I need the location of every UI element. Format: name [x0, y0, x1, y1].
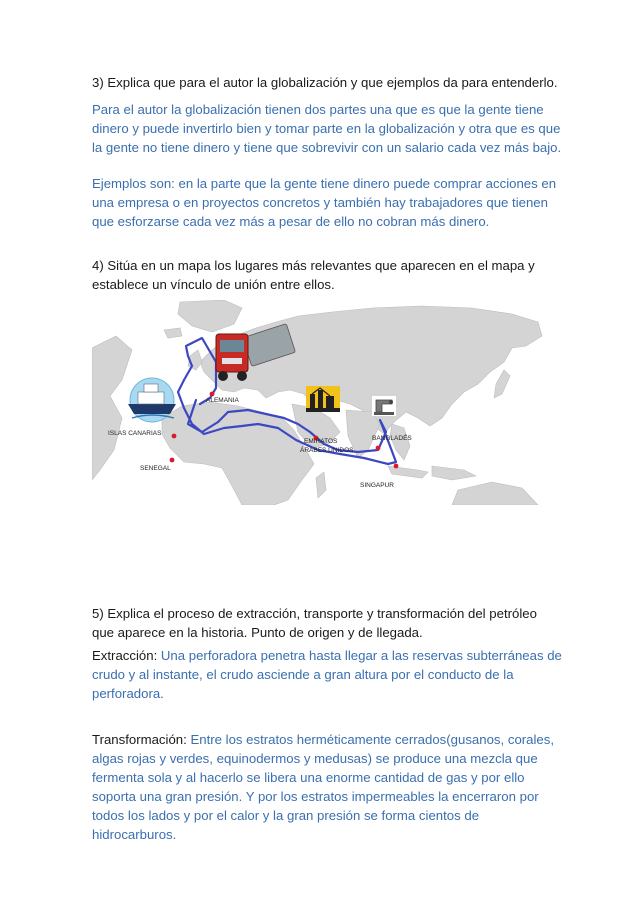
q3-answer-2: Ejemplos son: en la parte que la gente tiene dinero puede comprar acciones en una empresa o en proyectos concretos y también hay trabajadores que tienen que esforzarse cada vez más a pesar de ello no cobran más dinero. [92, 176, 557, 229]
transformacion-text: Entre los estratos herméticamente cerrados(gusanos, corales, algas rojas y verdes, equinodermos y medusas) se produce una mezcla que fermenta sola y al hacerlo se libera una enorme cantidad de gas y por ello soporta una gran presión. Y por los estratos impermeables la encerraron por todos los lados y por el calor y la gran presión se forma cientos de hidrocarburos. [92, 732, 555, 842]
label-alemania: ALEMANIA [206, 397, 239, 404]
label-islas-canarias: ISLAS CANARIAS [108, 430, 162, 437]
world-map [92, 300, 550, 505]
q3-answer-1: Para el autor la globalización tienen dos partes una que es que la gente tiene dinero y puede invertirlo bien y tomar parte en la globalización y otra que es que la gente no tiene dinero y tiene que sobrevivir con un salario cada vez más bajo. [92, 102, 562, 155]
label-emiratos-1: EMIRATOS [304, 438, 338, 445]
q4-question: 4) Sitúa en un mapa los lugares más relevantes que aparecen en el mapa y establece un vínculo de unión entre ellos. [92, 258, 535, 292]
label-senegal: SENEGAL [140, 465, 171, 472]
label-singapur: SINGAPUR [360, 482, 394, 489]
marker-singapur [394, 464, 399, 469]
sewing-machine-icon [372, 396, 396, 416]
marker-banglades [376, 446, 381, 451]
marker-alemania [210, 392, 215, 397]
oil-refinery-icon [306, 386, 340, 412]
marker-islas-canarias [172, 434, 177, 439]
extraccion-label: Extracción: [92, 648, 158, 663]
transformacion-label: Transformación: [92, 732, 187, 747]
label-emiratos-2: ÁRABES UNIDOS [300, 447, 354, 454]
q5-transformacion [92, 730, 562, 844]
q5-extraccion [92, 646, 562, 703]
q3-question: 3) Explica que para el autor la globalización y que ejemplos da para entenderlo. [92, 75, 558, 90]
q5-question: 5) Explica el proceso de extracción, transporte y transformación del petróleo que aparece en la historia. Punto de origen y de llegada. [92, 606, 537, 640]
extraccion-text: Una perforadora penetra hasta llegar a las reservas subterráneas de crudo y al instante, el crudo asciende a gran altura por el conducto de la perforadora. [92, 648, 562, 701]
label-banglades: BANGLADÉS [372, 435, 412, 442]
marker-senegal [170, 458, 175, 463]
